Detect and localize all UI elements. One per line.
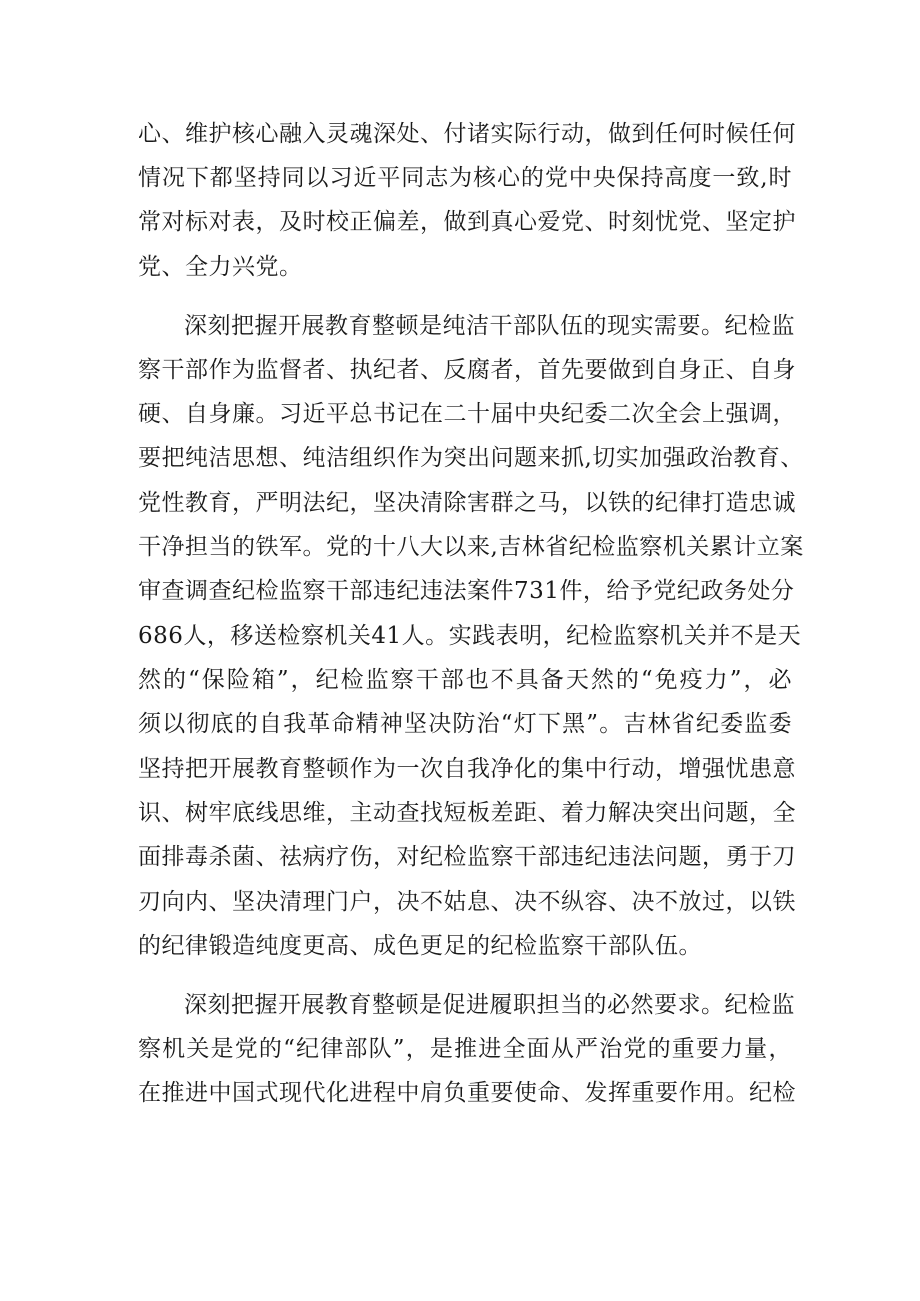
text-line: 常对标对表，及时校正偏差，做到真心爱党、时刻忧党、坚定护 [138, 209, 796, 235]
text-line: 坚持把开展教育整顿作为一次自我净化的集中行动，增强忧患意 [138, 756, 796, 782]
text-line: 干净担当的铁军。党的十八大以来,吉林省纪检监察机关累计立案 [138, 534, 804, 560]
text-line: 识、树牢底线思维，主动查找短板差距、着力解决突出问题，全 [138, 800, 796, 826]
text-line: 刃向内、坚决清理门户，决不姑息、决不纵容、决不放过，以铁 [138, 889, 796, 915]
text-line: 心、维护核心融入灵魂深处、付诸实际行动，做到任何时候任何 [138, 121, 796, 147]
text-line: 审查调查纪检监察干部违纪违法案件731件，给予党纪政务处分 [138, 578, 795, 604]
text-line: 须以彻底的自我革命精神坚决防治“灯下黑”。吉林省纪委监委 [138, 711, 792, 737]
text-line: 察机关是党的“纪律部队”，是推进全面从严治党的重要力量， [138, 1036, 792, 1062]
text-line: 察干部作为监督者、执纪者、反腐者，首先要做到自身正、自身 [138, 357, 796, 383]
text-line: 的纪律锻造纯度更高、成色更足的纪检监察干部队伍。 [138, 933, 702, 959]
paragraph-first-line: 深刻把握开展教育整顿是纯洁干部队伍的现实需要。纪检监 [184, 313, 795, 339]
text-line: 面排毒杀菌、祛病疗伤，对纪检监察干部违纪违法问题，勇于刀 [138, 844, 796, 870]
text-line: 在推进中国式现代化进程中肩负重要使命、发挥重要作用。纪检 [138, 1080, 796, 1106]
paragraph-first-line: 深刻把握开展教育整顿是促进履职担当的必然要求。纪检监 [184, 992, 795, 1018]
text-line: 然的“保险箱”，纪检监察干部也不具备天然的“免疫力”，必 [138, 667, 792, 693]
text-line: 要把纯洁思想、纯洁组织作为突出问题来抓,切实加强政治教育、 [138, 445, 804, 471]
text-line: 党、全力兴党。 [138, 254, 303, 280]
text-line: 党性教育，严明法纪，坚决清除害群之马，以铁的纪律打造忠诚 [138, 490, 796, 516]
text-line: 硬、自身廉。习近平总书记在二十届中央纪委二次全会上强调， [138, 401, 796, 427]
text-line: 情况下都坚持同以习近平同志为核心的党中央保持高度一致,时 [138, 165, 792, 191]
text-line: 686人，移送检察机关41人。实践表明，纪检监察机关并不是天 [138, 623, 802, 649]
